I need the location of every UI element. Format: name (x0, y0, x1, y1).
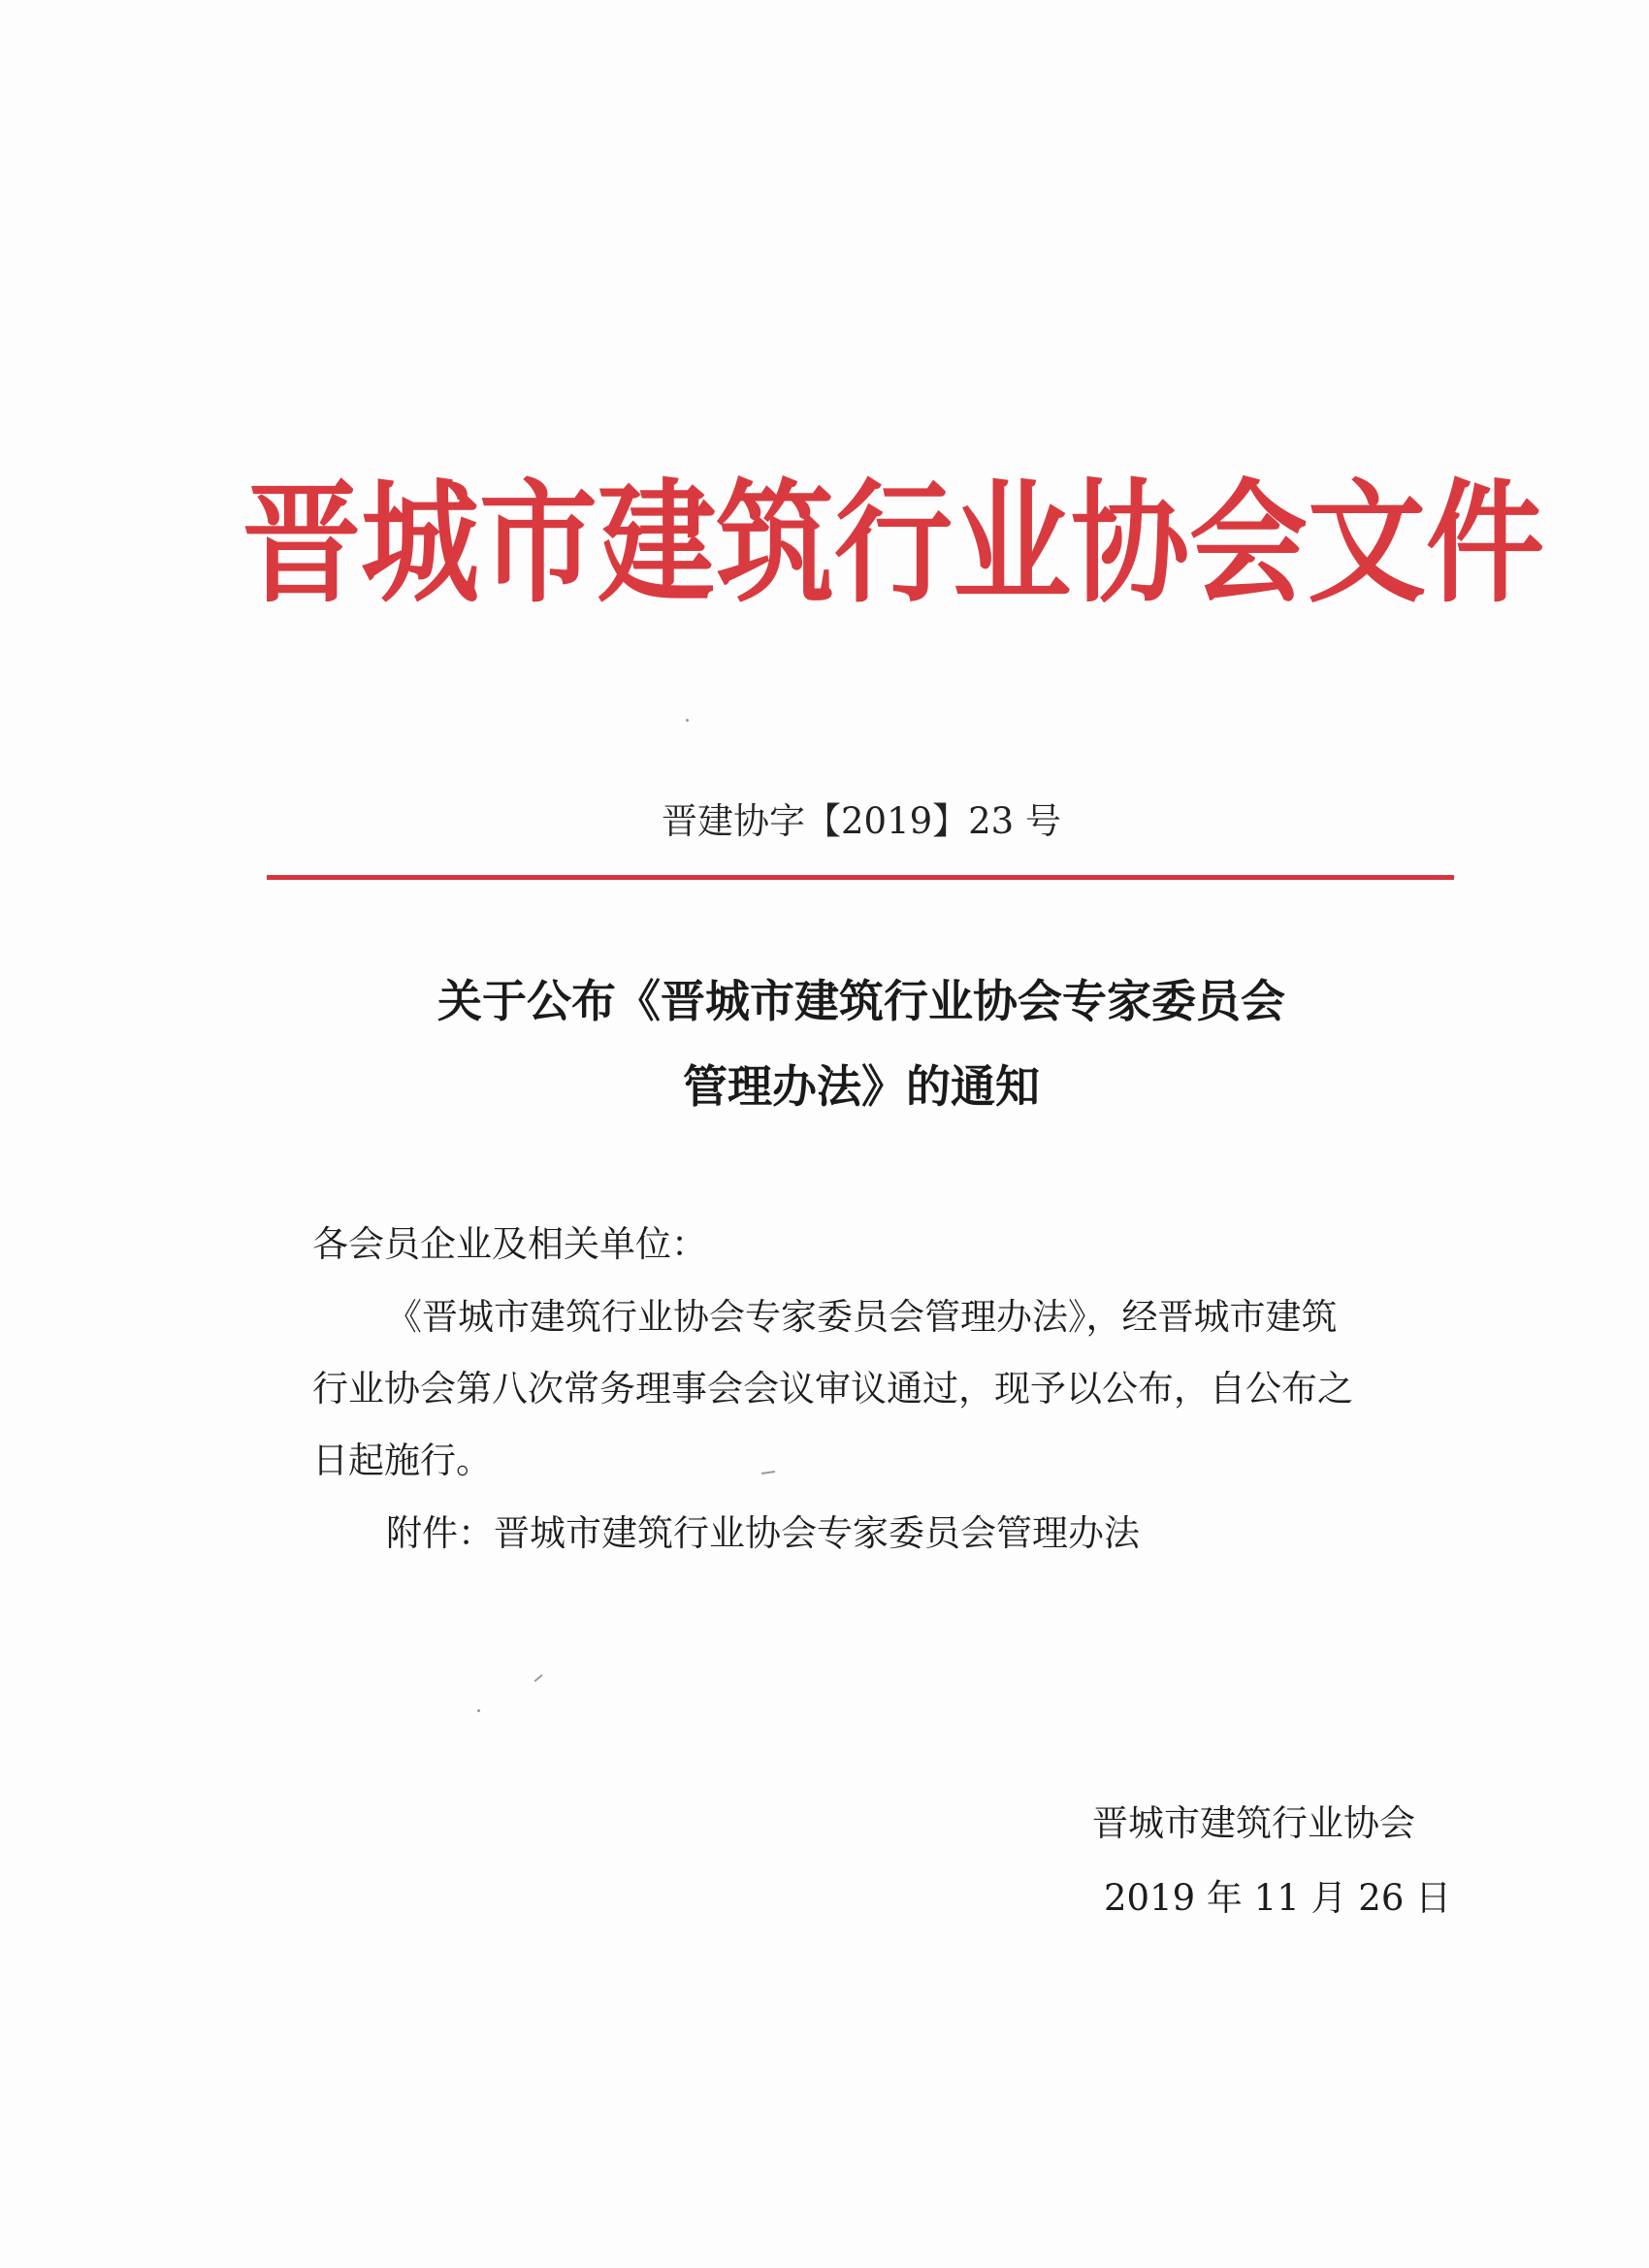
paragraph-line-2: 行业协会第八次常务理事会会议审议通过，现予以公布，自公布之 (312, 1368, 1353, 1409)
paragraph-line-3: 日起施行。 (312, 1440, 492, 1481)
salutation: 各会员企业及相关单位： (312, 1223, 707, 1265)
masthead-title: 晋城市建筑行业协会文件 (242, 466, 1544, 621)
issue-date: 2019 年 11 月 26 日 (1104, 1877, 1452, 1919)
attachment-line: 附件：晋城市建筑行业协会专家委员会管理办法 (386, 1512, 1140, 1554)
notice-title-line-1: 关于公布《晋城市建筑行业协会专家委员会 (437, 975, 1285, 1027)
paragraph-line-1: 《晋城市建筑行业协会专家委员会管理办法》，经晋城市建筑 (386, 1296, 1338, 1338)
scan-speck (761, 1471, 775, 1474)
scan-speck (477, 1709, 480, 1712)
scan-speck (686, 719, 689, 722)
issuer-name: 晋城市建筑行业协会 (1092, 1802, 1415, 1844)
scan-speck (534, 1674, 543, 1682)
document-number: 晋建协字【2019】23 号 (661, 800, 1061, 842)
notice-title-line-2: 管理办法》的通知 (683, 1060, 1040, 1113)
red-divider-rule (267, 875, 1454, 880)
